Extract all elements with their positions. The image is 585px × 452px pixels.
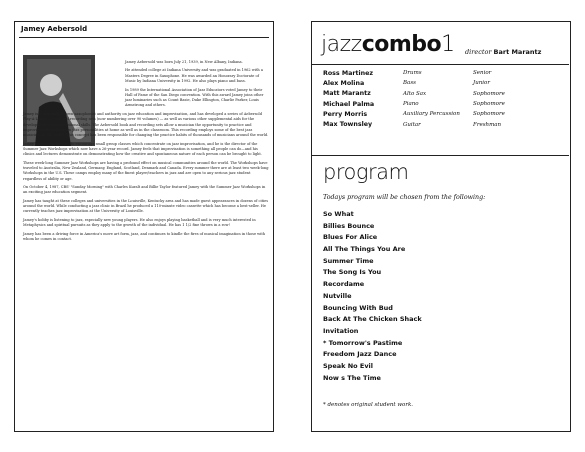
bio-paragraph: Jamey was one of the first to encourage small group classes which concentrate on jazz improvisation, and he is the director of the Summer Jazz Workshops which now have a 26-year record. Jamey feels that improvisation is something all people can do—and his clinics and lectures demonstrate on demonstrating how the creative and spontaneous nature of each person can be brought to light. [23,141,262,157]
bio-paragraph: On October 4, 1987, CBS' "Sunday Morning" with Charles Kuralt and Billie Taylor featured Jamey with the Summer Jazz Workshops in an exciting jazz education segment. [23,185,266,195]
footnote: * denotes original student work. [323,402,414,408]
program-heading: program [323,160,409,184]
title-light: jazz [321,32,362,57]
song-item: Summer Time [323,256,374,265]
member-name: Alex Molina [323,79,365,87]
song-item: All The Things You Are [323,245,406,254]
bio-paragraph: Jamey has been a driving force in America's move art form, jazz, and continues to kindle the fires of musical imagination in those with whom he comes in contact. [23,231,266,241]
bio-paragraph: Jamey's hobby is listening to jazz, especially new young players. He also enjoys playing basketball and is very much interested in Metaphysics and spiritual pursuits as they apply to the growth of the individual. He has 1 1/2 fine throws in a row! [23,217,256,228]
member-name: Ross Martinez [323,69,374,77]
bio-text [23,60,269,245]
title-bold: combo [361,32,442,57]
combo-title-row [321,31,565,65]
roster-row [323,68,563,78]
song-item: Speak No Evil [323,361,374,370]
member-year: Freshman [473,121,502,128]
member-instrument: Guitar [403,121,421,128]
member-instrument: Alto Sax [403,90,427,97]
song-item: Blues For Alice [323,233,378,242]
member-year: Sophomore [473,111,505,118]
song-item: Invitation [323,326,359,335]
roster-row [323,89,563,99]
song-item: So What [323,210,354,218]
roster-row [323,78,563,88]
director-label: director [465,48,492,56]
member-instrument: Piano [403,101,419,108]
bio-paragraph: Jamey is a nationally-known saxophonist and authority on jazz education and improvisation, and has developed a series of Aebersold Play-A-Longs — book and recording sets (now numbering over 90 volumes) — as well as various other supplemental aids for the development of improvisational skills. The Aebersold book and recording sets allow a musician the opportunity to practice and improvise with well-known jazz personalities at home as well as in the classroom. This recording employs some of the best jazz musicians in the world. This concept has been responsible for changing the practice habits of thousands of musicians around the world. [23,111,269,138]
member-year: Senior [473,70,492,77]
member-year: Sophomore [473,90,505,97]
member-year: Junior [473,80,490,87]
bio-panel [14,21,274,432]
member-name: Michael Palma [323,100,375,108]
bio-paragraph: These week-long Summer Jazz Workshops are having a profound effect on musical communities around the world. The Workshops have traveled to Australia, New Zealand, Germany, England, Scotland, Denmark and Canada. Every summer there are at least two week-long Workshops in the U.S. These camps employ many of the finest player/teachers in jazz and are open to any serious jazz student regardless of ability or age. [23,160,269,181]
bio-header: Jamey Aebersold [21,25,88,33]
bio-paragraph: Jamey has taught at these colleges and universities in the Louisville, Kentucky area and has made guest appearances in dozens of cities around the world. While conducting a jazz clinic in Brazil he produced a 110-minute video cassette which has become a best-seller. He currently teaches jazz improvisation at the University of Louisville. [23,198,269,214]
director-name: Bart Marantz [493,48,542,56]
member-instrument: Drums [403,70,422,77]
song-item: * Tomorrow's Pastime [323,338,403,347]
member-instrument: Auxiliary Percussion [403,111,460,118]
combo-title [321,32,455,57]
member-name: Matt Marantz [323,90,371,98]
song-item: Recordame [323,280,365,289]
bio-header-rule [19,37,269,38]
title-rule [312,64,569,65]
member-instrument: Bass [403,80,416,87]
director-line [465,48,541,56]
bio-paragraph: Jamey Aebersold was born July 21, 1939, in New Albany, Indiana. [125,60,243,64]
song-item: Billies Bounce [323,221,375,230]
title-number: 1 [441,32,455,57]
song-item: Back At The Chicken Shack [323,315,422,324]
member-name: Max Townsley [323,121,373,129]
roster-row [323,99,563,109]
member-name: Perry Morris [323,110,368,118]
program-panel [311,21,571,432]
roster-row [323,119,563,129]
bio-paragraph: In 1989 the International Association of Jazz Educators voted Jamey to their Hall of Fame of the San Diego convention. With this award Jamey joins other jazz luminaries such as Count Basie, Duke Ellington, Charlie Parker, Louis Armstrong and others. [125,87,264,108]
program-intro: Todays program will be chosen from the following: [323,194,486,201]
song-item: The Song Is You [323,268,382,277]
roster-row [323,109,563,119]
roster-list [323,68,563,130]
member-year: Sophomore [473,101,505,108]
song-list [323,209,422,384]
song-item: Freedom Jazz Dance [323,350,397,359]
bio-paragraph: He attended college at Indiana University and was graduated in 1962 with a Masters Degree in Saxophone. He was awarded an Honorary Doctorate of Music by Indiana University in 1992. He also plays piano and bass. [125,68,263,84]
roster-rule [312,155,569,156]
song-item: Now s The Time [323,373,381,382]
song-item: Bouncing With Bud [323,303,393,312]
song-item: Nutville [323,291,352,300]
